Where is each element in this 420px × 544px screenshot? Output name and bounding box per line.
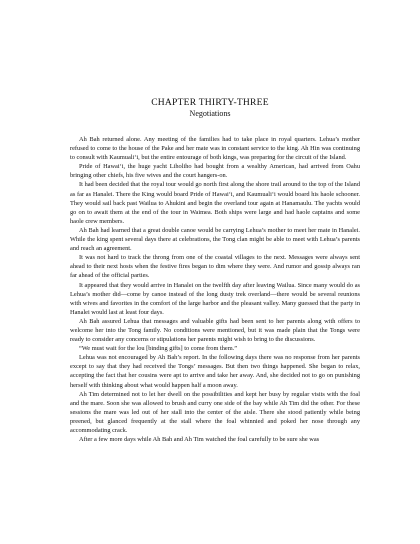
paragraph: “We must wait for the lou [binding gifts] to come from them.” xyxy=(79,345,238,353)
paragraph: Ah Bah assured Lehua that messages and valuable gifts had been sent to her parents along with offers to welcome her into the Tong family. No conditions were mentioned, but it was made plain that the Tongs were ready to consider any concerns or stipulations her parents might wish to bring to the discussions. xyxy=(70,317,360,344)
paragraph: Lehua was not encouraged by Ah Bah’s report. In the following days there was no response from her parents except to say that they had received the Tongs’ messages. But then two things happened. She began to relax, accepting the fact that her cousins were apt to arrive and take her away. And, she decided not to go on punishing herself with thinking about what would happen half a moon away. xyxy=(70,354,360,389)
chapter-title: CHAPTER THIRTY-THREE xyxy=(151,97,269,108)
paragraph: Ah Bah returned alone. Any meeting of the families had to take place in royal quarters. Lehua’s mother refused to come to the house of the Pake and her mate was in constant service to the king. Ah Hin was continuing to consult with Kaumuali‘i, but the entire entourage of both kings, was preparing for the circuit of the Island. xyxy=(70,136,360,162)
paragraph: It had been decided that the royal tour would go north first along the shore trail around to the top of the Island as far as Hanalei. There the King would board Pride of Hawai‘i, and Kaumuali‘i would board his haole schooner. They would sail back past Wailua to Ahukini and begin the overland tour again at Hanamaulu. The yachts would go on to await them at the end of the tour in Waimea. Both ships were large and had haole captains and some haole crew members. xyxy=(70,181,360,225)
chapter-subtitle: Negotiations xyxy=(189,109,231,118)
paragraph: After a few more days while Ah Bah and Ah Tim watched the foal carefully to be sure she was xyxy=(79,436,320,444)
paragraph: It appeared that they would arrive in Hanalei on the twelfth day after leaving Wailua. Since many would do as Lehua’s mother did—come by canoe instead of the long dusty trek overland—there would be several reunions with wives and favorites in the comfort of the large harbor and the pleasant valley. Many guessed that the party in Hanalei would last at least four days. xyxy=(70,281,360,316)
paragraph: It was not hard to track the throng from one of the coastal villages to the next. Messages were always sent ahead to their next hosts when the festive fires began to dim where they were. And rumor and gossip always ran far ahead of the official parties. xyxy=(70,254,360,280)
paragraph: Pride of Hawai‘i, the huge yacht Liholiho had bought from a wealthy American, had arrived from Oahu bringing other chiefs, his five wives and the court hangers-on. xyxy=(70,163,360,180)
paragraph: Ah Bah had learned that a great double canoe would be carrying Lehua’s mother to meet her mate in Hanalei. While the king spent several days there at celebrations, the Tong clan might be able to meet with Lehua’s parents and reach an agreement. xyxy=(70,226,360,253)
chapter-body xyxy=(70,135,360,444)
paragraph: Ah Tim determined not to let her dwell on the possibilities and kept her busy by regular visits with the foal and the mare. Soon she was allowed to brush and curry one side of the bay while Ah Tim did the other. For these sessions the mare was led out of her stall into the center of the aisle. There she stood patiently while being preened, but glanced frequently at the stall where the foal whinnied and poked her nose through any accommodating crack. xyxy=(70,390,360,434)
